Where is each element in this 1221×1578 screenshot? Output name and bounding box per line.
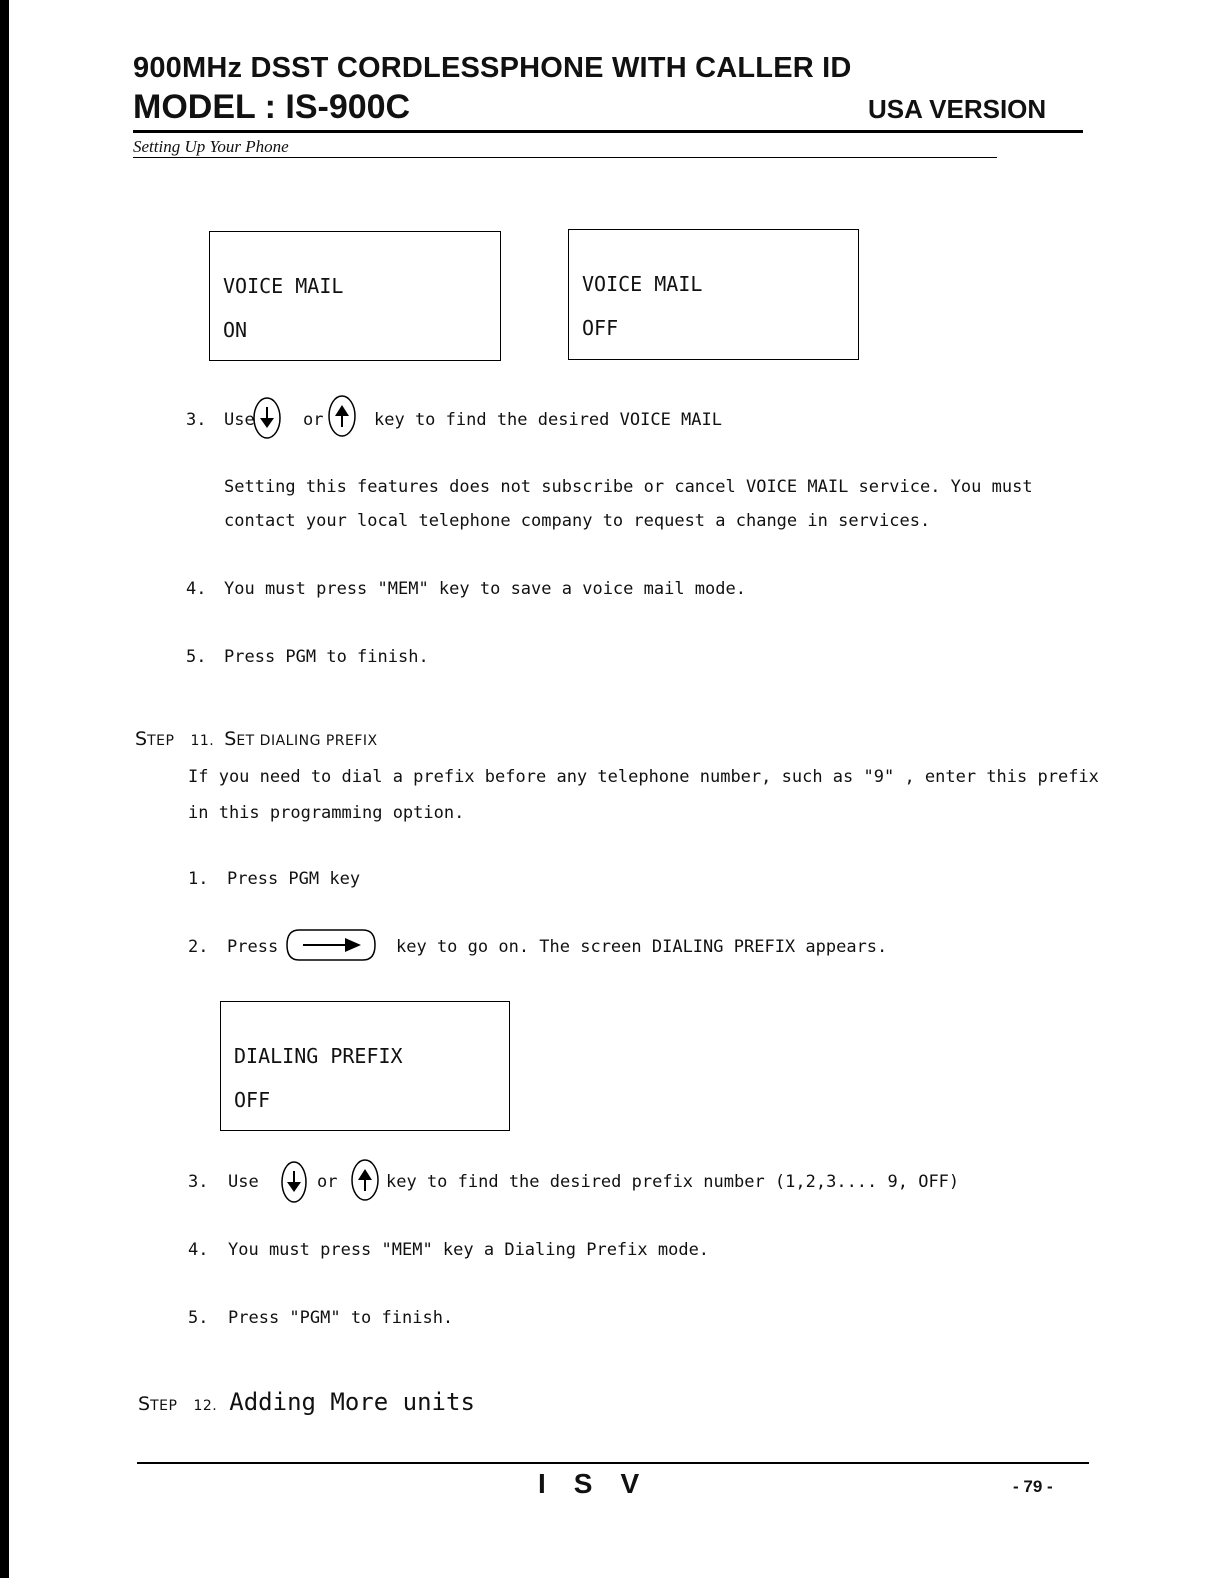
step11-step4-text: You must press "MEM" key a Dialing Prefix mode.	[228, 1240, 710, 1260]
header-rule	[133, 130, 1083, 133]
page-edge-bar	[0, 0, 9, 1578]
right-arrow-key-icon	[285, 928, 377, 962]
step11-intro-line2: in this programming option.	[188, 803, 465, 823]
voice-step4-number: 4.	[186, 579, 207, 599]
voice-step3-or: or	[303, 410, 324, 430]
step11-title-s: S	[224, 728, 237, 750]
step11-step3-use: Use	[228, 1172, 259, 1192]
step11-step5-text: Press "PGM" to finish.	[228, 1308, 454, 1328]
footer-brand: ISV	[538, 1468, 668, 1499]
lcd-line1: VOICE MAIL	[582, 272, 703, 296]
step12-title: Adding More units	[229, 1388, 475, 1416]
document-title: 900MHz DSST CORDLESSPHONE WITH CALLER ID	[133, 52, 852, 84]
model-label: MODEL : IS-900C	[133, 88, 411, 126]
step11-step2-press: Press	[227, 937, 279, 957]
lcd-line2: OFF	[582, 316, 619, 340]
voice-step5-text: Press PGM to finish.	[224, 647, 429, 667]
step11-step3-number: 3.	[188, 1172, 209, 1192]
voice-step4-text: You must press "MEM" key to save a voice mail mode.	[224, 579, 746, 599]
lcd-line2: ON	[223, 318, 248, 342]
page-number: - 79 -	[1013, 1477, 1053, 1496]
step12-label-tep: TEP	[150, 1398, 178, 1414]
step11-label-tep: TEP	[147, 733, 175, 749]
lcd-dialing-prefix	[220, 1001, 510, 1131]
step11-step3-or: or	[317, 1172, 338, 1192]
voice-step3-use: Use	[224, 410, 255, 430]
lcd-voice-mail-on	[209, 231, 501, 361]
lcd-voice-mail-off	[568, 229, 859, 360]
step11-step4-number: 4.	[188, 1240, 209, 1260]
step11-step2-text: key to go on. The screen DIALING PREFIX appears.	[396, 937, 888, 957]
step12-label-s: S	[138, 1393, 151, 1415]
voice-step3-number: 3.	[186, 410, 207, 430]
version-label: USA VERSION	[868, 94, 1047, 124]
step12-number: 12.	[193, 1398, 218, 1414]
step11-intro-line1: If you need to dial a prefix before any telephone number, such as "9" , enter this prefix	[188, 767, 1099, 787]
section-title: Setting Up Your Phone	[133, 137, 289, 156]
footer-rule	[137, 1462, 1089, 1464]
step11-label-s: S	[135, 728, 148, 750]
up-arrow-key-icon	[350, 1158, 380, 1202]
step11-number: 11.	[190, 733, 215, 749]
lcd-line2: OFF	[234, 1088, 271, 1112]
down-arrow-key-icon	[280, 1160, 308, 1204]
step11-title-rest: ET DIALING PREFIX	[236, 733, 378, 749]
step12-heading	[138, 1388, 475, 1416]
step11-step2-number: 2.	[188, 937, 209, 957]
voice-note-line1: Setting this features does not subscribe or cancel VOICE MAIL service. You must	[224, 477, 1033, 497]
step11-step1-number: 1.	[188, 869, 209, 889]
step11-heading	[135, 728, 378, 750]
voice-step5-number: 5.	[186, 647, 207, 667]
step11-step3-text: key to find the desired prefix number (1,2,3.... 9, OFF)	[386, 1172, 960, 1192]
down-arrow-key-icon	[252, 396, 282, 440]
lcd-line1: VOICE MAIL	[223, 274, 344, 298]
step11-step5-number: 5.	[188, 1308, 209, 1328]
voice-step3-text: key to find the desired VOICE MAIL	[374, 410, 722, 430]
step11-step1-text: Press PGM key	[227, 869, 361, 889]
section-underline	[133, 157, 997, 158]
voice-note-line2: contact your local telephone company to request a change in services.	[224, 511, 931, 531]
lcd-line1: DIALING PREFIX	[234, 1044, 403, 1068]
up-arrow-key-icon	[327, 394, 357, 438]
